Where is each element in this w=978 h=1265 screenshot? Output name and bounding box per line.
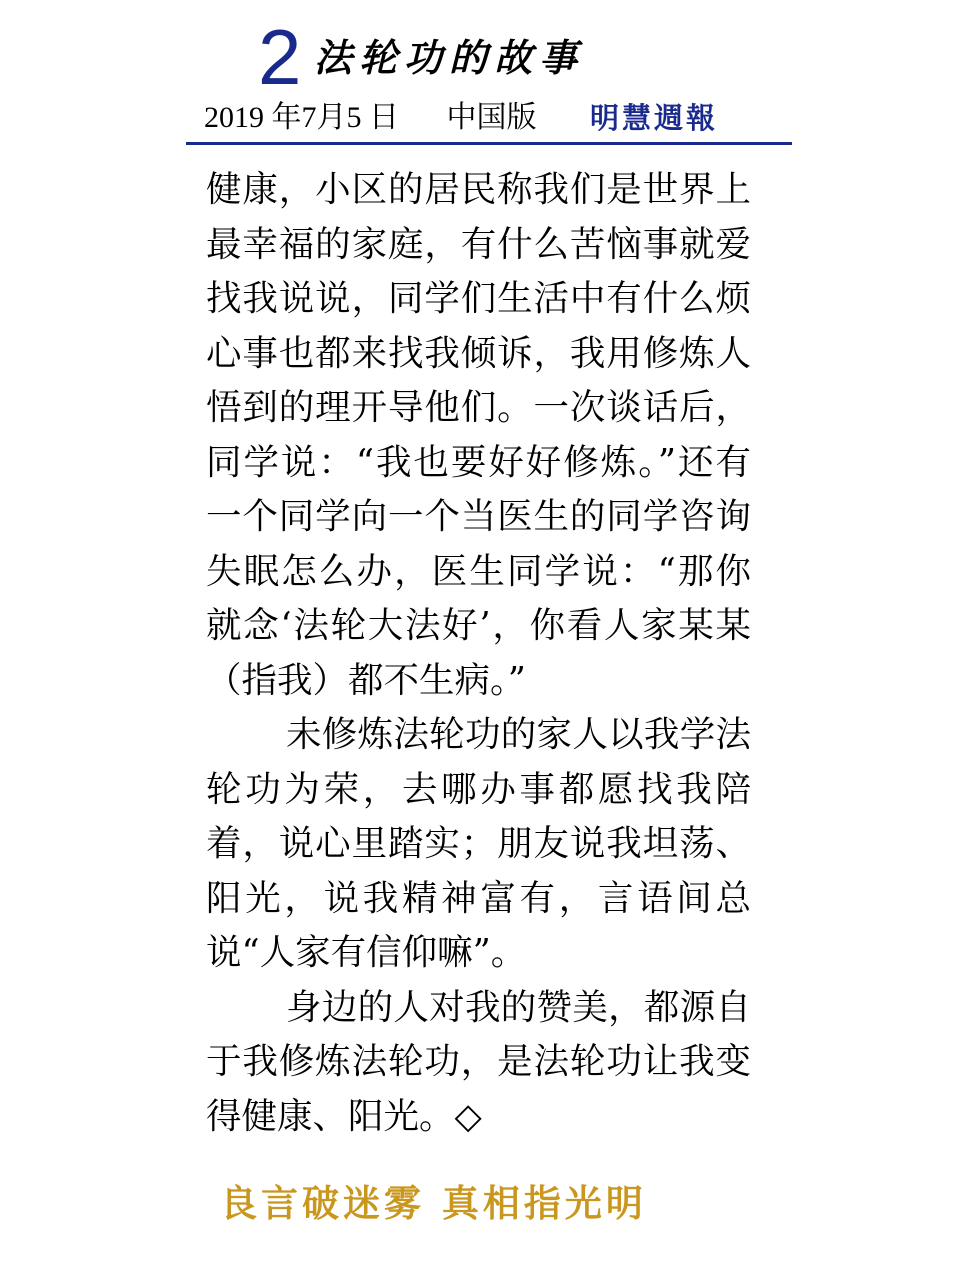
section-title: 法轮功的故事 — [314, 36, 585, 80]
page-header — [186, 14, 792, 145]
header-divider — [186, 142, 792, 145]
issue-date: 2019 年7月5 日 — [204, 101, 399, 134]
footer-slogan: 良言破迷雾 真相指光明 — [220, 1182, 647, 1225]
page-number: 2 — [258, 13, 302, 101]
article-paragraph: 健康，小区的居民称我们是世界上最幸福的家庭，有什么苦恼事就爱找我说说，同学们生活中有什么烦心事也都来找我倾诉，我用修炼人悟到的理开导他们。一次谈话后，同学说：“我也要好好修炼。”还有一个同学向一个当医生的同学咨询失眠怎么办，医生同学说：“那你就念‘法轮大法好’，你看人家某某（指我）都不生病。” — [206, 169, 751, 701]
paper-name-logo: 明慧週報 — [590, 101, 719, 135]
issue-info — [204, 98, 537, 138]
article-body — [206, 163, 751, 1144]
article-paragraph: 未修炼法轮功的家人以我学法轮功为荣，去哪办事都愿找我陪着，说心里踏实；朋友说我坦荡、阳光，说我精神富有，言语间总说“人家有信仰嘛”。 — [206, 714, 751, 973]
issue-edition: 中国版 — [446, 101, 537, 134]
article-paragraph: 身边的人对我的赞美，都源自于我修炼法轮功，是法轮功让我变得健康、阳光。◇ — [206, 986, 751, 1137]
